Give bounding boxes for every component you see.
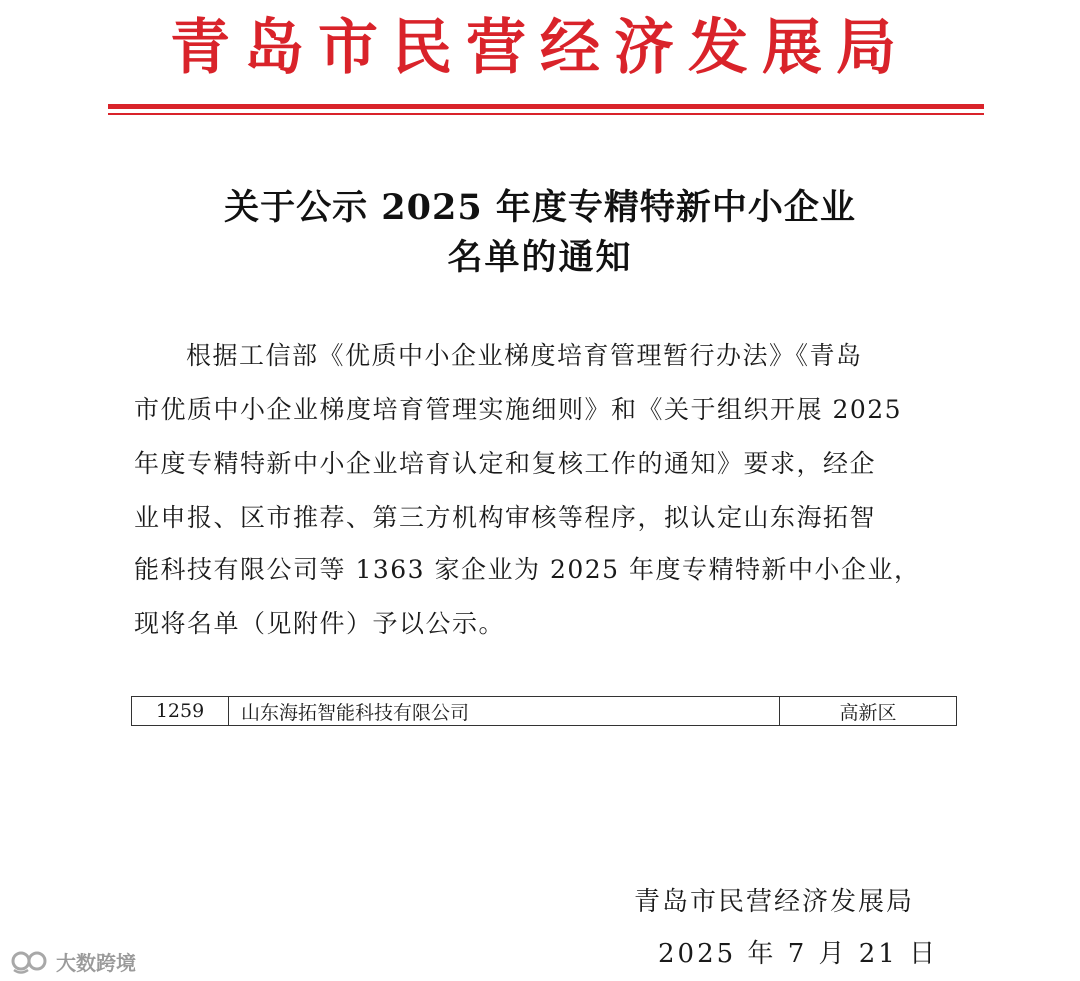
watermark-text: 大数跨境	[56, 950, 136, 975]
notice-body-line: 能科技有限公司等 1363 家企业为 2025 年度专精特新中小企业，	[134, 555, 921, 584]
org-header-title: 青岛市民营经济发展局	[170, 13, 910, 83]
notice-title-line-2: 名单的通知	[447, 237, 633, 278]
signature-org: 青岛市民营经济发展局	[634, 887, 915, 917]
notice-title-line-1: 关于公示 2025 年度专精特新中小企业	[224, 187, 856, 228]
header-divider-thin	[108, 113, 984, 115]
signature-date: 2025 年 7 月 21 日	[658, 939, 939, 969]
notice-body-line: 市优质中小企业梯度培育管理实施细则》和《关于组织开展 2025	[134, 395, 903, 424]
header-divider-thick	[108, 104, 984, 109]
watermark	[10, 946, 136, 976]
table-cell-district: 高新区	[780, 697, 957, 726]
brand-logo-icon	[10, 948, 50, 974]
company-list-table	[131, 696, 957, 726]
notice-body-line: 年度专精特新中小企业培育认定和复核工作的通知》要求，经企	[134, 449, 877, 478]
table-cell-number: 1259	[132, 697, 229, 726]
table-row	[132, 697, 957, 726]
table-cell-company: 山东海拓智能科技有限公司	[229, 697, 780, 726]
notice-body-line: 业申报、区市推荐、第三方机构审核等程序，拟认定山东海拓智	[134, 503, 877, 532]
notice-body-line: 现将名单（见附件）予以公示。	[134, 609, 506, 638]
notice-body-line: 根据工信部《优质中小企业梯度培育管理暂行办法》《青岛	[186, 341, 863, 370]
